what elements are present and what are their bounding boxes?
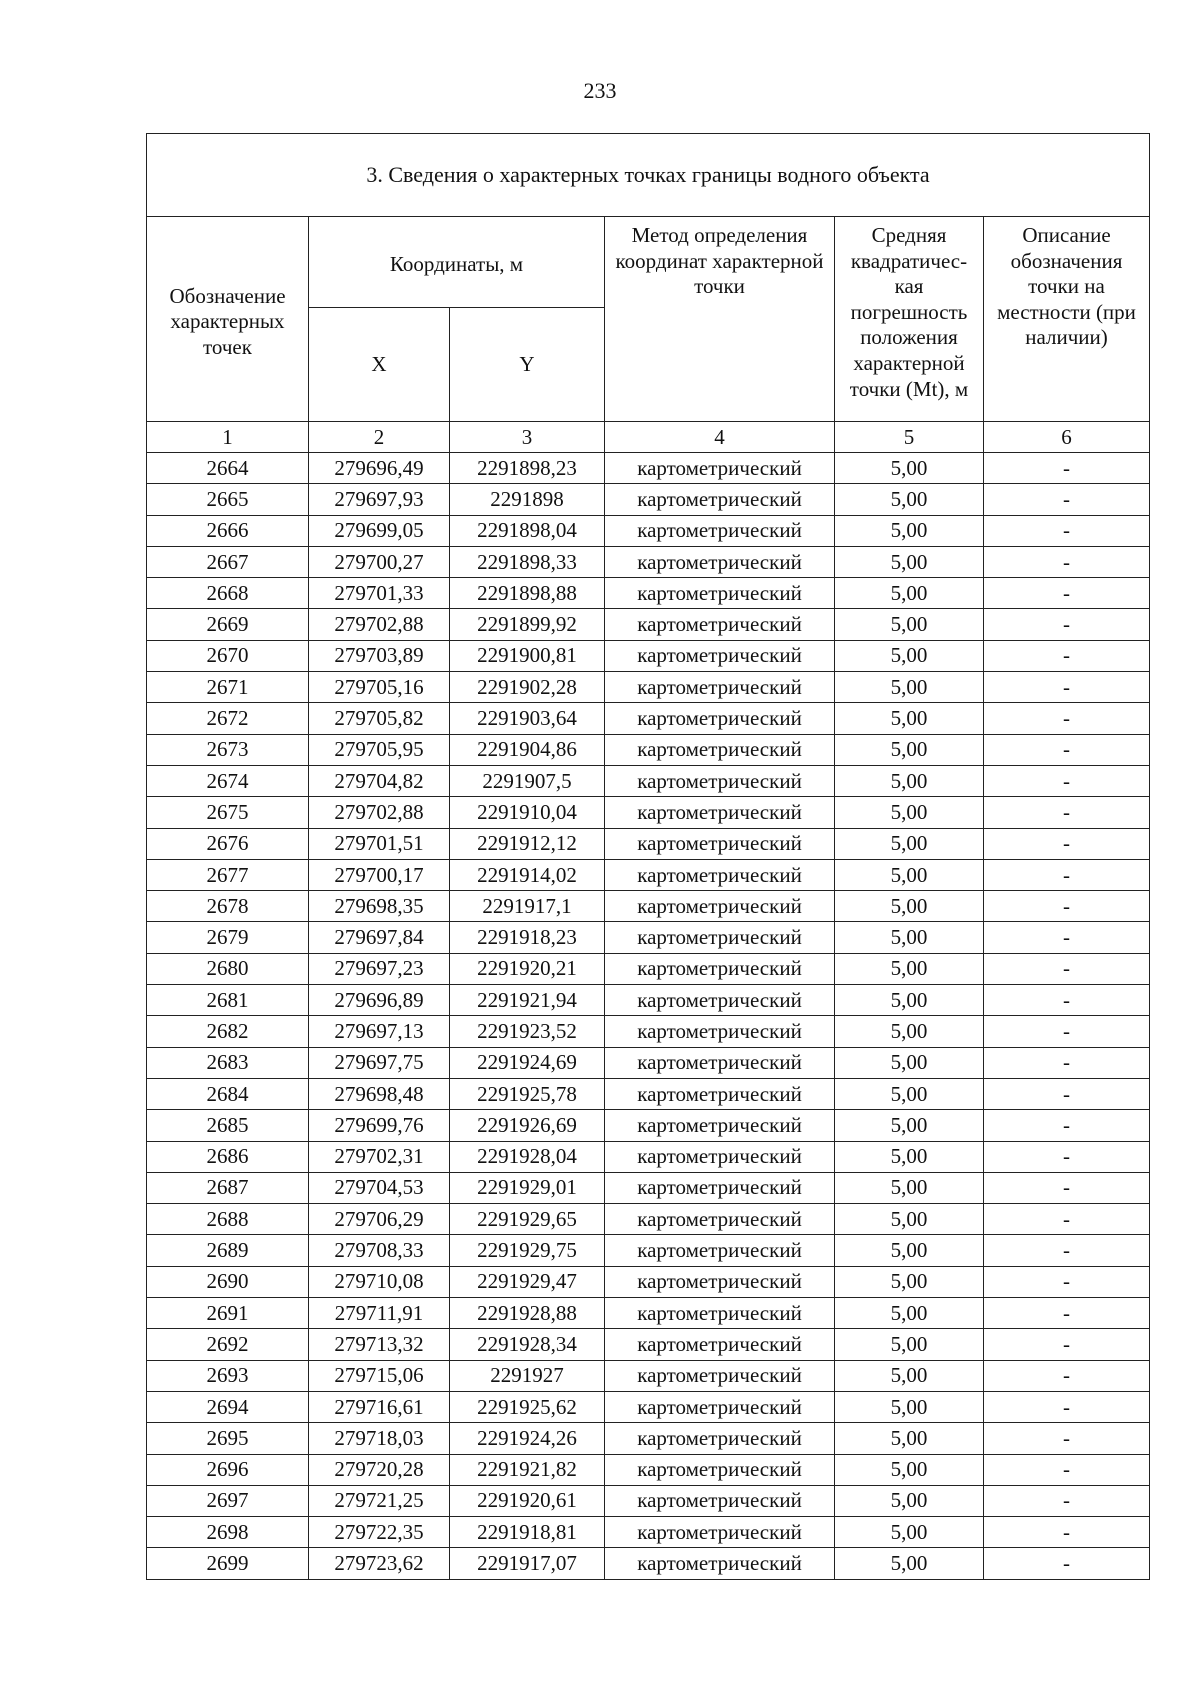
method-cell: картометрический: [605, 891, 835, 922]
point-id-cell: 2683: [147, 1047, 309, 1078]
page-number: 233: [583, 78, 617, 103]
description-cell: -: [984, 1391, 1150, 1422]
x-coordinate-cell: 279698,35: [309, 891, 450, 922]
table-row: [147, 672, 1150, 703]
x-coordinate-cell: 279703,89: [309, 640, 450, 671]
y-coordinate-cell: 2291898,33: [450, 546, 605, 577]
x-coordinate-cell: 279697,84: [309, 922, 450, 953]
point-id-cell: 2668: [147, 578, 309, 609]
y-coordinate-cell: 2291928,88: [450, 1298, 605, 1329]
column-number: 6: [984, 422, 1150, 453]
x-coordinate-cell: 279722,35: [309, 1517, 450, 1548]
description-cell: -: [984, 546, 1150, 577]
x-coordinate-cell: 279697,75: [309, 1047, 450, 1078]
description-cell: -: [984, 1266, 1150, 1297]
y-coordinate-cell: 2291923,52: [450, 1016, 605, 1047]
error-cell: 5,00: [835, 1110, 984, 1141]
y-coordinate-cell: 2291918,23: [450, 922, 605, 953]
error-cell: 5,00: [835, 1485, 984, 1516]
point-id-cell: 2695: [147, 1423, 309, 1454]
y-coordinate-cell: 2291928,04: [450, 1141, 605, 1172]
method-cell: картометрический: [605, 1047, 835, 1078]
method-cell: картометрический: [605, 1141, 835, 1172]
x-coordinate-cell: 279697,13: [309, 1016, 450, 1047]
description-cell: -: [984, 515, 1150, 546]
method-cell: картометрический: [605, 953, 835, 984]
description-cell: -: [984, 985, 1150, 1016]
description-cell: -: [984, 765, 1150, 796]
description-cell: -: [984, 922, 1150, 953]
error-cell: 5,00: [835, 1298, 984, 1329]
error-cell: 5,00: [835, 546, 984, 577]
method-cell: картометрический: [605, 1204, 835, 1235]
method-cell: картометрический: [605, 1298, 835, 1329]
header-row: [147, 217, 1150, 308]
point-id-cell: 2679: [147, 922, 309, 953]
description-cell: -: [984, 484, 1150, 515]
column-number: 4: [605, 422, 835, 453]
point-id-cell: 2687: [147, 1172, 309, 1203]
x-coordinate-cell: 279699,76: [309, 1110, 450, 1141]
y-coordinate-cell: 2291914,02: [450, 859, 605, 890]
error-cell: 5,00: [835, 672, 984, 703]
table-row: [147, 922, 1150, 953]
description-cell: -: [984, 734, 1150, 765]
point-id-cell: 2671: [147, 672, 309, 703]
error-cell: 5,00: [835, 578, 984, 609]
description-cell: -: [984, 609, 1150, 640]
table-row: [147, 1548, 1150, 1579]
description-cell: -: [984, 1141, 1150, 1172]
table-row: [147, 1454, 1150, 1485]
y-coordinate-cell: 2291924,69: [450, 1047, 605, 1078]
point-id-cell: 2666: [147, 515, 309, 546]
point-id-cell: 2673: [147, 734, 309, 765]
x-coordinate-cell: 279711,91: [309, 1298, 450, 1329]
y-coordinate-cell: 2291924,26: [450, 1423, 605, 1454]
point-id-cell: 2689: [147, 1235, 309, 1266]
x-coordinate-cell: 279696,89: [309, 985, 450, 1016]
error-cell: 5,00: [835, 1391, 984, 1422]
table-row: [147, 1266, 1150, 1297]
x-coordinate-cell: 279698,48: [309, 1078, 450, 1109]
y-coordinate-cell: 2291898,23: [450, 453, 605, 484]
method-cell: картометрический: [605, 484, 835, 515]
x-coordinate-cell: 279701,51: [309, 828, 450, 859]
method-cell: картометрический: [605, 609, 835, 640]
point-id-cell: 2693: [147, 1360, 309, 1391]
x-coordinate-cell: 279713,32: [309, 1329, 450, 1360]
header-error: Средняя квадратичес-кая погрешность положения характерной точки (Mt), м: [835, 217, 984, 422]
y-coordinate-cell: 2291907,5: [450, 765, 605, 796]
description-cell: -: [984, 703, 1150, 734]
description-cell: -: [984, 891, 1150, 922]
error-cell: 5,00: [835, 765, 984, 796]
table-row: [147, 1141, 1150, 1172]
error-cell: 5,00: [835, 734, 984, 765]
x-coordinate-cell: 279710,08: [309, 1266, 450, 1297]
table-row: [147, 1235, 1150, 1266]
description-cell: -: [984, 1517, 1150, 1548]
point-id-cell: 2688: [147, 1204, 309, 1235]
description-cell: -: [984, 953, 1150, 984]
method-cell: картометрический: [605, 640, 835, 671]
error-cell: 5,00: [835, 1141, 984, 1172]
description-cell: -: [984, 1204, 1150, 1235]
table-row: [147, 1110, 1150, 1141]
table-row: [147, 609, 1150, 640]
x-coordinate-cell: 279723,62: [309, 1548, 450, 1579]
error-cell: 5,00: [835, 1078, 984, 1109]
method-cell: картометрический: [605, 922, 835, 953]
y-coordinate-cell: 2291927: [450, 1360, 605, 1391]
table-row: [147, 546, 1150, 577]
description-cell: -: [984, 1360, 1150, 1391]
y-coordinate-cell: 2291929,75: [450, 1235, 605, 1266]
description-cell: -: [984, 1235, 1150, 1266]
y-coordinate-cell: 2291926,69: [450, 1110, 605, 1141]
method-cell: картометрический: [605, 985, 835, 1016]
y-coordinate-cell: 2291921,82: [450, 1454, 605, 1485]
method-cell: картометрический: [605, 797, 835, 828]
y-coordinate-cell: 2291912,12: [450, 828, 605, 859]
method-cell: картометрический: [605, 765, 835, 796]
description-cell: -: [984, 453, 1150, 484]
error-cell: 5,00: [835, 953, 984, 984]
method-cell: картометрический: [605, 1329, 835, 1360]
description-cell: -: [984, 859, 1150, 890]
error-cell: 5,00: [835, 922, 984, 953]
method-cell: картометрический: [605, 1110, 835, 1141]
y-coordinate-cell: 2291920,61: [450, 1485, 605, 1516]
x-coordinate-cell: 279716,61: [309, 1391, 450, 1422]
x-coordinate-cell: 279721,25: [309, 1485, 450, 1516]
table-row: [147, 578, 1150, 609]
point-id-cell: 2696: [147, 1454, 309, 1485]
description-cell: -: [984, 1548, 1150, 1579]
method-cell: картометрический: [605, 515, 835, 546]
method-cell: картометрический: [605, 1391, 835, 1422]
method-cell: картометрический: [605, 828, 835, 859]
table-row: [147, 1423, 1150, 1454]
description-cell: -: [984, 640, 1150, 671]
y-coordinate-cell: 2291917,07: [450, 1548, 605, 1579]
table-row: [147, 797, 1150, 828]
point-id-cell: 2694: [147, 1391, 309, 1422]
x-coordinate-cell: 279708,33: [309, 1235, 450, 1266]
y-coordinate-cell: 2291917,1: [450, 891, 605, 922]
point-id-cell: 2667: [147, 546, 309, 577]
x-coordinate-cell: 279700,27: [309, 546, 450, 577]
table-row: [147, 953, 1150, 984]
error-cell: 5,00: [835, 1266, 984, 1297]
header-y: Y: [450, 308, 605, 422]
method-cell: картометрический: [605, 1423, 835, 1454]
point-id-cell: 2669: [147, 609, 309, 640]
method-cell: картометрический: [605, 859, 835, 890]
point-id-cell: 2677: [147, 859, 309, 890]
y-coordinate-cell: 2291929,65: [450, 1204, 605, 1235]
y-coordinate-cell: 2291929,47: [450, 1266, 605, 1297]
method-cell: картометрический: [605, 1485, 835, 1516]
y-coordinate-cell: 2291903,64: [450, 703, 605, 734]
error-cell: 5,00: [835, 1360, 984, 1391]
x-coordinate-cell: 279702,88: [309, 797, 450, 828]
point-id-cell: 2672: [147, 703, 309, 734]
x-coordinate-cell: 279720,28: [309, 1454, 450, 1485]
header-method: Метод определения координат характерной точки: [605, 217, 835, 422]
x-coordinate-cell: 279697,23: [309, 953, 450, 984]
description-cell: -: [984, 1298, 1150, 1329]
method-cell: картометрический: [605, 1454, 835, 1485]
y-coordinate-cell: 2291898,88: [450, 578, 605, 609]
y-coordinate-cell: 2291898,04: [450, 515, 605, 546]
error-cell: 5,00: [835, 1548, 984, 1579]
column-number: 3: [450, 422, 605, 453]
y-coordinate-cell: 2291902,28: [450, 672, 605, 703]
error-cell: 5,00: [835, 609, 984, 640]
table-row: [147, 1047, 1150, 1078]
x-coordinate-cell: 279715,06: [309, 1360, 450, 1391]
point-id-cell: 2686: [147, 1141, 309, 1172]
description-cell: -: [984, 1078, 1150, 1109]
y-coordinate-cell: 2291921,94: [450, 985, 605, 1016]
y-coordinate-cell: 2291918,81: [450, 1517, 605, 1548]
point-id-cell: 2676: [147, 828, 309, 859]
table-row: [147, 859, 1150, 890]
point-id-cell: 2691: [147, 1298, 309, 1329]
x-coordinate-cell: 279718,03: [309, 1423, 450, 1454]
error-cell: 5,00: [835, 1423, 984, 1454]
point-id-cell: 2664: [147, 453, 309, 484]
x-coordinate-cell: 279700,17: [309, 859, 450, 890]
table-row: [147, 1329, 1150, 1360]
table-row: [147, 891, 1150, 922]
point-id-cell: 2690: [147, 1266, 309, 1297]
error-cell: 5,00: [835, 453, 984, 484]
table-row: [147, 985, 1150, 1016]
error-cell: 5,00: [835, 703, 984, 734]
table-row: [147, 1078, 1150, 1109]
method-cell: картометрический: [605, 703, 835, 734]
error-cell: 5,00: [835, 1047, 984, 1078]
point-id-cell: 2678: [147, 891, 309, 922]
y-coordinate-cell: 2291899,92: [450, 609, 605, 640]
table-title-row: [147, 134, 1150, 217]
description-cell: -: [984, 1047, 1150, 1078]
method-cell: картометрический: [605, 672, 835, 703]
error-cell: 5,00: [835, 1454, 984, 1485]
method-cell: картометрический: [605, 453, 835, 484]
error-cell: 5,00: [835, 985, 984, 1016]
x-coordinate-cell: 279702,88: [309, 609, 450, 640]
section-title: 3. Сведения о характерных точках границы водного объекта: [147, 134, 1150, 217]
description-cell: -: [984, 1016, 1150, 1047]
table-row: [147, 1298, 1150, 1329]
description-cell: -: [984, 1329, 1150, 1360]
error-cell: 5,00: [835, 640, 984, 671]
y-coordinate-cell: 2291910,04: [450, 797, 605, 828]
description-cell: -: [984, 672, 1150, 703]
error-cell: 5,00: [835, 1329, 984, 1360]
description-cell: -: [984, 578, 1150, 609]
table-row: [147, 703, 1150, 734]
table-row: [147, 1391, 1150, 1422]
method-cell: картометрический: [605, 1548, 835, 1579]
x-coordinate-cell: 279702,31: [309, 1141, 450, 1172]
y-coordinate-cell: 2291929,01: [450, 1172, 605, 1203]
description-cell: -: [984, 1172, 1150, 1203]
error-cell: 5,00: [835, 859, 984, 890]
x-coordinate-cell: 279697,93: [309, 484, 450, 515]
point-id-cell: 2674: [147, 765, 309, 796]
x-coordinate-cell: 279704,82: [309, 765, 450, 796]
y-coordinate-cell: 2291925,62: [450, 1391, 605, 1422]
method-cell: картометрический: [605, 546, 835, 577]
y-coordinate-cell: 2291904,86: [450, 734, 605, 765]
description-cell: -: [984, 1454, 1150, 1485]
table-row: [147, 734, 1150, 765]
method-cell: картометрический: [605, 1078, 835, 1109]
y-coordinate-cell: 2291925,78: [450, 1078, 605, 1109]
y-coordinate-cell: 2291920,21: [450, 953, 605, 984]
method-cell: картометрический: [605, 1235, 835, 1266]
y-coordinate-cell: 2291928,34: [450, 1329, 605, 1360]
error-cell: 5,00: [835, 1172, 984, 1203]
table-row: [147, 765, 1150, 796]
column-number: 2: [309, 422, 450, 453]
error-cell: 5,00: [835, 1016, 984, 1047]
error-cell: 5,00: [835, 484, 984, 515]
table-row: [147, 640, 1150, 671]
point-id-cell: 2692: [147, 1329, 309, 1360]
point-id-cell: 2675: [147, 797, 309, 828]
point-id-cell: 2699: [147, 1548, 309, 1579]
column-number-row: [147, 422, 1150, 453]
method-cell: картометрический: [605, 1360, 835, 1391]
x-coordinate-cell: 279704,53: [309, 1172, 450, 1203]
error-cell: 5,00: [835, 1204, 984, 1235]
header-coordinates: Координаты, м: [309, 217, 605, 308]
error-cell: 5,00: [835, 828, 984, 859]
method-cell: картометрический: [605, 734, 835, 765]
point-id-cell: 2685: [147, 1110, 309, 1141]
method-cell: картометрический: [605, 1016, 835, 1047]
error-cell: 5,00: [835, 891, 984, 922]
point-id-cell: 2684: [147, 1078, 309, 1109]
table-row: [147, 484, 1150, 515]
header-designation: Обозначение характерных точек: [147, 217, 309, 422]
column-number: 5: [835, 422, 984, 453]
table-row: [147, 1360, 1150, 1391]
boundary-points-table: [146, 133, 1150, 1580]
point-id-cell: 2680: [147, 953, 309, 984]
point-id-cell: 2698: [147, 1517, 309, 1548]
error-cell: 5,00: [835, 1235, 984, 1266]
point-id-cell: 2665: [147, 484, 309, 515]
method-cell: картометрический: [605, 1172, 835, 1203]
y-coordinate-cell: 2291900,81: [450, 640, 605, 671]
x-coordinate-cell: 279699,05: [309, 515, 450, 546]
header-x: X: [309, 308, 450, 422]
x-coordinate-cell: 279705,95: [309, 734, 450, 765]
description-cell: -: [984, 828, 1150, 859]
error-cell: 5,00: [835, 515, 984, 546]
x-coordinate-cell: 279706,29: [309, 1204, 450, 1235]
table-row: [147, 515, 1150, 546]
x-coordinate-cell: 279705,16: [309, 672, 450, 703]
x-coordinate-cell: 279696,49: [309, 453, 450, 484]
column-number: 1: [147, 422, 309, 453]
x-coordinate-cell: 279705,82: [309, 703, 450, 734]
method-cell: картометрический: [605, 578, 835, 609]
table-row: [147, 453, 1150, 484]
table-row: [147, 1016, 1150, 1047]
description-cell: -: [984, 797, 1150, 828]
description-cell: -: [984, 1110, 1150, 1141]
description-cell: -: [984, 1423, 1150, 1454]
table-row: [147, 1204, 1150, 1235]
table-row: [147, 1172, 1150, 1203]
table-row: [147, 1517, 1150, 1548]
point-id-cell: 2697: [147, 1485, 309, 1516]
point-id-cell: 2670: [147, 640, 309, 671]
point-id-cell: 2681: [147, 985, 309, 1016]
description-cell: -: [984, 1485, 1150, 1516]
method-cell: картометрический: [605, 1517, 835, 1548]
y-coordinate-cell: 2291898: [450, 484, 605, 515]
point-id-cell: 2682: [147, 1016, 309, 1047]
x-coordinate-cell: 279701,33: [309, 578, 450, 609]
error-cell: 5,00: [835, 797, 984, 828]
error-cell: 5,00: [835, 1517, 984, 1548]
table-row: [147, 828, 1150, 859]
header-description: Описание обозначения точки на местности (при наличии): [984, 217, 1150, 422]
method-cell: картометрический: [605, 1266, 835, 1297]
table-row: [147, 1485, 1150, 1516]
